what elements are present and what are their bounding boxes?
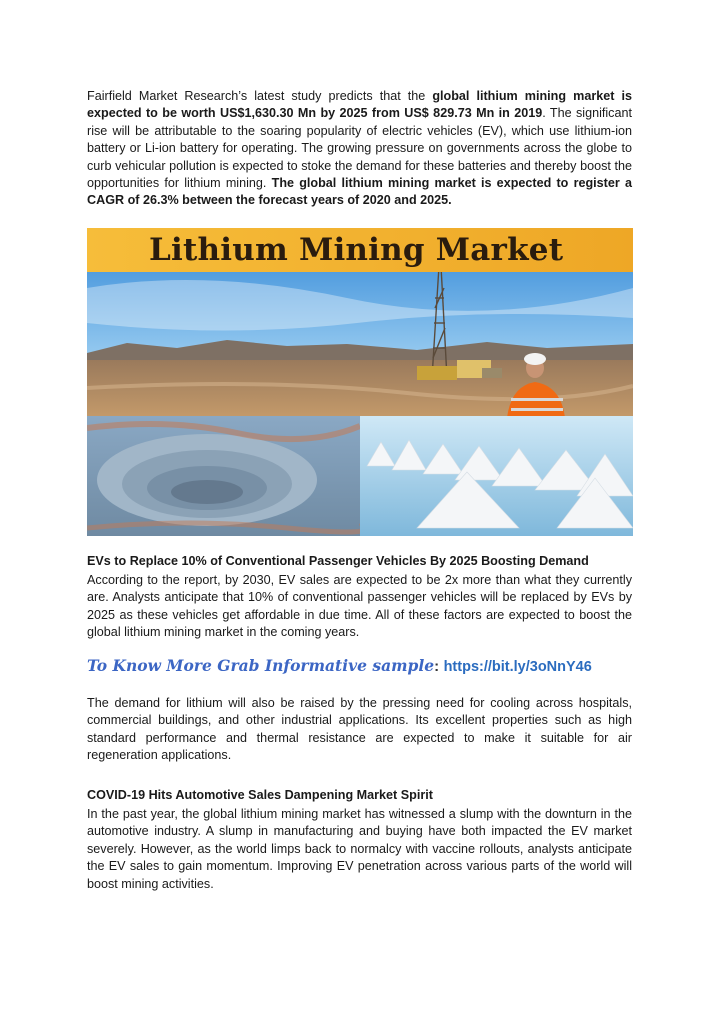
cta-line (87, 656, 647, 676)
banner-title: Lithium Mining Market (149, 232, 564, 268)
lithium-mining-banner-image (87, 228, 633, 536)
intro-body: . The significant rise will be attributable to the soaring popularity of electric vehicles (EV), which use lithium-ion battery or Li-ion battery for operating. The growing pressure on governments across the globe to curb vehicular pollution is expected to stoke the demand for these batteries and thereby boost the opportunities for lithium mining. (87, 106, 632, 191)
section-paragraph-covid: In the past year, the global lithium mining market has witnessed a slump with the downturn in the automotive industry. A slump in manufacturing and buying have both impacted the EV market severely. However, as the world limps back to normalcy with vaccine rollouts, analysts anticipate the EV sales to gain momentum. Improving EV penetration across various parts of the world will boost mining activities. (87, 807, 632, 891)
demand-paragraph: The demand for lithium will also be raised by the pressing need for cooling across hospitals, commercial buildings, and other industrial applications. Its excellent properties such as high standard performance and thermal resistance are expected to make it suitable for air regeneration applications. (87, 696, 632, 763)
cta-label: To Know More Grab Informative sample (87, 656, 435, 675)
section-paragraph-ev: According to the report, by 2030, EV sales are expected to be 2x more than what they currently are. Analysts anticipate that 10% of conventional passenger vehicles will be replaced by EVs by 2025 as these vehicles get affordable in due time. All of these factors are expected to boost the global lithium mining market in the coming years. (87, 573, 632, 640)
intro-bold-market-value: global lithium mining market is expected to be worth US$1,630.30 Mn by 2025 from US$ 829.73 Mn in 2019 (87, 89, 632, 121)
banner-illustration (87, 228, 633, 536)
intro-lead: Fairfield Market Research’s latest study predicts that the (87, 89, 433, 103)
section-heading-ev: EVs to Replace 10% of Conventional Passenger Vehicles By 2025 Boosting Demand (87, 554, 589, 568)
cta-colon: : (434, 658, 440, 675)
sample-link[interactable]: https://bit.ly/3oNnY46 (443, 659, 592, 675)
intro-paragraph (87, 88, 632, 210)
section-heading-covid: COVID-19 Hits Automotive Sales Dampening Market Spirit (87, 788, 433, 802)
intro-bold-cagr: The global lithium mining market is expected to register a CAGR of 26.3% between the forecast years of 2020 and 2025. (87, 176, 632, 208)
